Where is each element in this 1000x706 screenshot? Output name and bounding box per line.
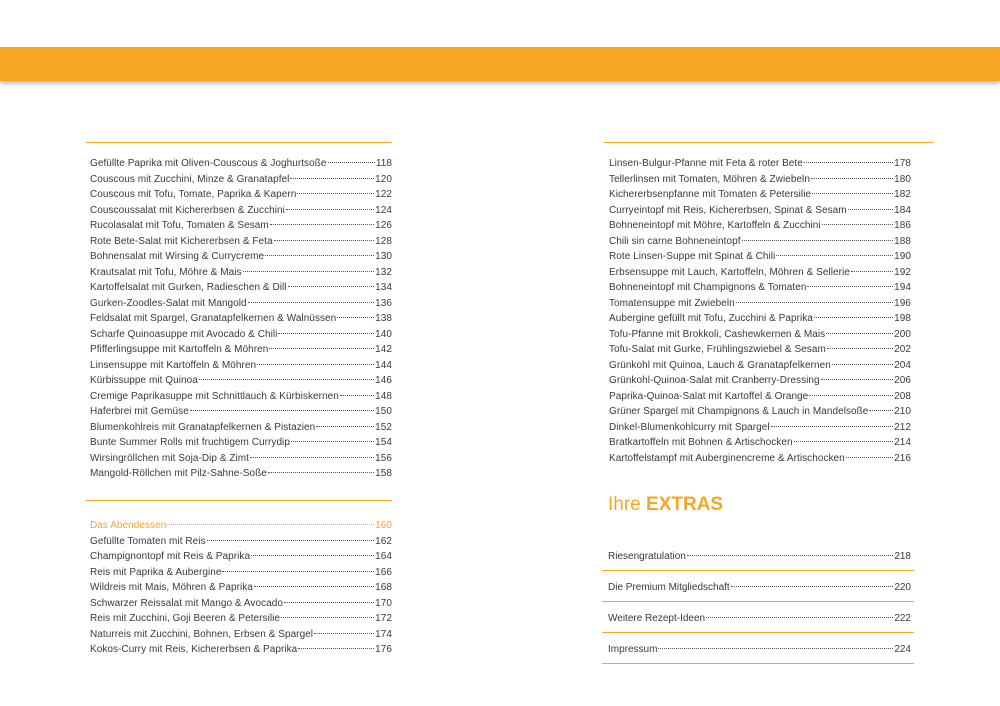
- toc-entry-page: 174: [375, 628, 392, 640]
- toc-entry-page: 210: [894, 406, 911, 417]
- extras-entry-underline: [602, 570, 914, 571]
- toc-entry-title: Linsensuppe mit Kartoffeln & Möhren: [90, 359, 257, 371]
- toc-entry-leader: [776, 255, 893, 256]
- toc-entry-title: Bunte Summer Rolls mit fruchtigem Currydip: [90, 437, 290, 448]
- toc-entry-title: Tofu-Salat mit Gurke, Frühlingszwiebel & Sesam: [609, 344, 826, 355]
- toc-entry-page: 198: [894, 313, 911, 324]
- toc-entry: [609, 342, 911, 358]
- toc-entry-leader: [281, 617, 374, 618]
- toc-entry-title: Riesengratulation: [608, 551, 686, 562]
- toc-entry-page: 168: [375, 582, 392, 593]
- toc-column-left-bottom: [90, 518, 392, 658]
- toc-entry-leader: [274, 240, 375, 241]
- toc-entry-leader: [257, 364, 374, 365]
- toc-entry-page: 166: [375, 566, 392, 578]
- toc-entry-page: 188: [894, 235, 911, 247]
- toc-entry: [609, 327, 911, 343]
- extras-entry: [608, 613, 911, 624]
- toc-entry-page: 194: [894, 282, 911, 293]
- toc-entry-page: 118: [375, 158, 392, 169]
- toc-entry-leader: [736, 302, 893, 303]
- toc-entry-title: Kichererbsenpfanne mit Tomaten & Petersilie: [609, 189, 812, 200]
- toc-entry-page: 160: [375, 520, 392, 531]
- toc-entry-page: 144: [375, 359, 392, 371]
- toc-entry-page: 208: [894, 390, 911, 402]
- toc-entry-leader: [270, 224, 374, 225]
- toc-entry: [609, 373, 911, 389]
- toc-entry-page: 182: [894, 189, 911, 200]
- toc-entry-title: Erbsensuppe mit Lauch, Kartoffeln, Möhren & Sellerie: [609, 266, 850, 278]
- toc-entry: [90, 358, 392, 374]
- toc-entry-leader: [771, 426, 894, 427]
- toc-entry-leader: [316, 426, 374, 427]
- toc-entry-title: Die Premium Mitgliedschaft: [608, 582, 730, 593]
- toc-entry-leader: [290, 178, 374, 179]
- toc-entry-title: Grüner Spargel mit Champignons & Lauch in Mandelsoße: [609, 406, 869, 417]
- toc-entry-title: Kürbissuppe mit Quinoa: [90, 375, 198, 386]
- toc-entry-leader: [207, 540, 375, 541]
- toc-entry-page: 172: [375, 613, 392, 624]
- toc-entry-page: 154: [375, 437, 392, 448]
- toc-entry-title: Scharfe Quinoasuppe mit Avocado & Chili: [90, 328, 278, 340]
- toc-entry: [90, 451, 392, 467]
- toc-entry-page: 146: [375, 375, 392, 386]
- extras-entry-underline: [602, 632, 914, 633]
- toc-entry-title: Tofu-Pfanne mit Brokkoli, Cashewkernen & Mais: [609, 328, 826, 340]
- toc-entry-title: Cremige Paprikasuppe mit Schnittlauch & Kürbiskernen: [90, 390, 339, 402]
- toc-entry: [90, 265, 392, 281]
- header-banner: [0, 47, 1000, 81]
- toc-entry: [609, 249, 911, 265]
- toc-entry: [90, 534, 392, 550]
- toc-entry-leader: [250, 457, 374, 458]
- toc-entry-leader: [826, 333, 893, 334]
- toc-entry-page: 120: [375, 173, 392, 185]
- toc-entry: [90, 596, 392, 612]
- toc-entry: [90, 404, 392, 420]
- toc-entry-page: 134: [375, 282, 392, 293]
- toc-entry-leader: [821, 379, 894, 380]
- toc-entry-leader: [832, 364, 893, 365]
- toc-entry-title: Dinkel-Blumenkohlcurry mit Spargel: [609, 421, 770, 433]
- toc-entry: [90, 642, 392, 658]
- toc-entry: [609, 280, 911, 296]
- toc-entry: [609, 389, 911, 405]
- toc-entry: [609, 435, 911, 451]
- toc-entry: [609, 218, 911, 234]
- toc-entry-title: Rucolasalat mit Tofu, Tomaten & Sesam: [90, 220, 269, 231]
- toc-entry-leader: [742, 240, 894, 241]
- toc-entry-page: 158: [375, 468, 392, 479]
- toc-entry-page: 126: [375, 220, 392, 231]
- toc-entry-title: Gefüllte Paprika mit Oliven-Couscous & Joghurtsoße: [90, 158, 327, 169]
- toc-entry: [90, 296, 392, 312]
- toc-entry-title: Tellerlinsen mit Tomaten, Möhren & Zwiebeln: [609, 173, 810, 185]
- toc-entry-page: 192: [894, 266, 911, 278]
- toc-entry-title: Impressum: [608, 644, 658, 655]
- toc-entry-title: Grünkohl-Quinoa-Salat mit Cranberry-Dressing: [609, 375, 820, 386]
- toc-entry-page: 124: [375, 204, 392, 216]
- toc-entry-leader: [243, 271, 375, 272]
- extras-entry: [608, 582, 911, 593]
- toc-entry-page: 178: [894, 158, 911, 169]
- toc-entry-page: 186: [894, 220, 911, 231]
- toc-entry: [90, 203, 392, 219]
- toc-entry-leader: [167, 524, 374, 525]
- toc-entry-page: 142: [375, 344, 392, 355]
- toc-entry: [90, 342, 392, 358]
- toc-entry-title: Chili sin carne Bohneneintopf: [609, 235, 741, 247]
- toc-entry-leader: [794, 441, 894, 442]
- toc-entry: [90, 611, 392, 627]
- toc-entry-page: 202: [894, 344, 911, 355]
- toc-entry-page: 204: [894, 359, 911, 371]
- toc-entry-page: 164: [375, 551, 392, 562]
- toc-entry: [90, 373, 392, 389]
- toc-entry-page: 184: [894, 204, 911, 216]
- toc-entry-title: Kartoffelsalat mit Gurken, Radieschen & Dill: [90, 282, 287, 293]
- extras-entry: [608, 551, 911, 562]
- toc-column-right: [609, 156, 911, 466]
- toc-entry-title: Aubergine gefüllt mit Tofu, Zucchini & Paprika: [609, 313, 813, 324]
- toc-entry-leader: [297, 193, 374, 194]
- toc-entry-leader: [846, 457, 893, 458]
- toc-entry-title: Gefüllte Tomaten mit Reis: [90, 535, 206, 547]
- toc-entry-leader: [811, 178, 893, 179]
- toc-entry: [90, 518, 392, 534]
- toc-column-left-top: [90, 156, 392, 482]
- toc-entry: [90, 156, 392, 172]
- toc-entry-leader: [314, 633, 374, 634]
- toc-entry: [609, 404, 911, 420]
- toc-entry-leader: [807, 286, 893, 287]
- toc-entry-page: 130: [375, 251, 392, 262]
- toc-entry-leader: [827, 348, 893, 349]
- toc-entry: [609, 203, 911, 219]
- toc-entry-leader: [269, 348, 374, 349]
- toc-entry-title: Tomatensuppe mit Zwiebeln: [609, 297, 735, 309]
- toc-entry-leader: [851, 271, 893, 272]
- toc-entry: [609, 187, 911, 203]
- toc-entry: [90, 580, 392, 596]
- toc-entry-leader: [869, 410, 893, 411]
- toc-entry-page: 196: [894, 297, 911, 309]
- toc-entry-page: 140: [375, 328, 392, 340]
- toc-entry-title: Reis mit Zucchini, Goji Beeren & Petersilie: [90, 613, 280, 624]
- toc-entry-leader: [658, 648, 893, 649]
- toc-entry: [90, 311, 392, 327]
- toc-entry-leader: [222, 571, 374, 572]
- toc-entry-leader: [328, 162, 375, 163]
- toc-entry: [609, 234, 911, 250]
- toc-entry-title: Mangold-Röllchen mit Pilz-Sahne-Soße: [90, 468, 267, 479]
- extras-heading-light: Ihre: [608, 494, 647, 515]
- toc-entry-page: 150: [375, 406, 392, 417]
- toc-entry: [609, 265, 911, 281]
- toc-entry-title: Grünkohl mit Quinoa, Lauch & Granatapfelkernen: [609, 359, 831, 371]
- toc-entry-title: Wildreis mit Mais, Möhren & Paprika: [90, 582, 253, 593]
- toc-entry-title: Weitere Rezept-Ideen: [608, 613, 706, 624]
- toc-entry-page: 170: [375, 597, 392, 609]
- toc-entry-page: 224: [894, 644, 911, 655]
- toc-entry: [609, 420, 911, 436]
- toc-entry: [90, 218, 392, 234]
- toc-entry-title: Linsen-Bulgur-Pfanne mit Feta & roter Bete: [609, 158, 803, 169]
- toc-entry-title: Kartoffelstampf mit Auberginencreme & Artischocken: [609, 452, 845, 464]
- toc-entry: [90, 187, 392, 203]
- toc-entry-leader: [291, 441, 374, 442]
- toc-entry-page: 138: [375, 313, 392, 324]
- toc-entry: [90, 249, 392, 265]
- toc-entry-page: 200: [894, 328, 911, 340]
- toc-entry: [90, 172, 392, 188]
- toc-entry-title: Couscous mit Zucchini, Minze & Granatapfel: [90, 173, 290, 185]
- toc-entry-leader: [706, 617, 893, 618]
- toc-entry-leader: [848, 209, 894, 210]
- toc-entry-page: 218: [894, 551, 911, 562]
- toc-entry: [609, 451, 911, 467]
- toc-entry: [90, 435, 392, 451]
- toc-entry: [90, 466, 392, 482]
- toc-entry: [90, 549, 392, 565]
- toc-entry: [609, 311, 911, 327]
- toc-entry-title: Gurken-Zoodles-Salat mit Mangold: [90, 297, 247, 309]
- toc-entry-leader: [340, 395, 374, 396]
- toc-entry-leader: [278, 333, 374, 334]
- toc-entry-title: Kokos-Curry mit Reis, Kichererbsen & Paprika: [90, 644, 298, 655]
- toc-entry-leader: [298, 648, 374, 649]
- toc-entry-page: 152: [375, 421, 392, 433]
- toc-entry: [90, 234, 392, 250]
- toc-entry-leader: [268, 472, 374, 473]
- toc-entry: [90, 627, 392, 643]
- toc-entry-page: 162: [375, 535, 392, 547]
- toc-entry-title: Feldsalat mit Spargel, Granatapfelkernen & Walnüssen: [90, 313, 337, 324]
- toc-entry-leader: [337, 317, 374, 318]
- toc-entry: [90, 420, 392, 436]
- toc-entry-title: Das Abendessen: [90, 520, 167, 531]
- toc-entry-page: 206: [894, 375, 911, 386]
- toc-entry-title: Naturreis mit Zucchini, Bohnen, Erbsen & Spargel: [90, 628, 314, 640]
- toc-entry-leader: [286, 209, 374, 210]
- toc-entry-title: Blumenkohlreis mit Granatapfelkernen & Pistazien: [90, 421, 316, 433]
- toc-entry-title: Bohneneintopf mit Champignons & Tomaten: [609, 282, 807, 293]
- extras-entry: [608, 644, 911, 655]
- extras-heading: [608, 494, 723, 516]
- toc-entry: [609, 358, 911, 374]
- toc-entry-title: Bohnensalat mit Wirsing & Currycreme: [90, 251, 265, 262]
- toc-entry-title: Bratkartoffeln mit Bohnen & Artischocken: [609, 437, 793, 448]
- toc-entry-title: Champignontopf mit Reis & Paprika: [90, 551, 251, 562]
- toc-entry: [90, 280, 392, 296]
- toc-entry: [609, 156, 911, 172]
- toc-entry-page: 132: [375, 266, 392, 278]
- toc-entry-page: 222: [894, 613, 911, 624]
- toc-entry-leader: [254, 586, 374, 587]
- toc-entry-title: Wirsingröllchen mit Soja-Dip & Zimt: [90, 452, 250, 464]
- toc-entry-leader: [199, 379, 374, 380]
- toc-entry-title: Rote Bete-Salat mit Kichererbsen & Feta: [90, 235, 273, 247]
- extras-entry-underline: [602, 663, 914, 664]
- toc-entry-page: 214: [894, 437, 911, 448]
- toc-entry-title: Couscoussalat mit Kichererbsen & Zucchini: [90, 204, 285, 216]
- toc-entry-page: 190: [894, 251, 911, 262]
- toc-entry-leader: [248, 302, 374, 303]
- toc-entry-page: 176: [375, 644, 392, 655]
- extras-heading-bold: EXTRAS: [646, 494, 724, 515]
- toc-entry-title: Haferbrei mit Gemüse: [90, 406, 189, 417]
- left-mid-rule: [86, 500, 392, 501]
- left-top-rule: [86, 142, 392, 143]
- extras-entry-underline: [602, 601, 914, 602]
- toc-entry-page: 148: [375, 390, 392, 402]
- toc-entry-title: Reis mit Paprika & Aubergine: [90, 566, 222, 578]
- toc-entry-title: Schwarzer Reissalat mit Mango & Avocado: [90, 597, 283, 609]
- toc-entry-page: 128: [375, 235, 392, 247]
- toc-entry-title: Bohneneintopf mit Möhre, Kartoffeln & Zucchini: [609, 220, 821, 231]
- toc-entry-leader: [190, 410, 374, 411]
- toc-entry-page: 156: [375, 452, 392, 464]
- toc-entry-page: 216: [894, 452, 911, 464]
- toc-entry-title: Krautsalat mit Tofu, Möhre & Mais: [90, 266, 242, 278]
- toc-entry-page: 212: [894, 421, 911, 433]
- toc-entry-leader: [251, 555, 374, 556]
- toc-entry-title: Couscous mit Tofu, Tomate, Paprika & Kapern: [90, 189, 297, 200]
- toc-entry-title: Curryeintopf mit Reis, Kichererbsen, Spinat & Sesam: [609, 204, 847, 216]
- toc-entry-title: Paprika-Quinoa-Salat mit Kartoffel & Orange: [609, 390, 809, 402]
- toc-entry-title: Rote Linsen-Suppe mit Spinat & Chili: [609, 251, 776, 262]
- toc-entry-leader: [814, 317, 893, 318]
- toc-entry-title: Pfifferlingsuppe mit Kartoffeln & Möhren: [90, 344, 269, 355]
- toc-entry-leader: [812, 193, 893, 194]
- toc-entry-page: 122: [375, 189, 392, 200]
- toc-entry: [609, 172, 911, 188]
- toc-entry-leader: [288, 286, 375, 287]
- toc-entry-page: 180: [894, 173, 911, 185]
- toc-entry: [90, 389, 392, 405]
- toc-entry: [90, 327, 392, 343]
- toc-entry: [90, 565, 392, 581]
- toc-entry-leader: [731, 586, 894, 587]
- toc-entry: [609, 296, 911, 312]
- toc-entry-leader: [687, 555, 893, 556]
- right-top-rule: [604, 142, 934, 143]
- toc-entry-leader: [804, 162, 893, 163]
- toc-entry-leader: [822, 224, 893, 225]
- toc-entry-leader: [809, 395, 893, 396]
- toc-entry-leader: [284, 602, 374, 603]
- toc-entry-leader: [265, 255, 374, 256]
- toc-entry-page: 136: [375, 297, 392, 309]
- toc-entry-page: 220: [894, 582, 911, 593]
